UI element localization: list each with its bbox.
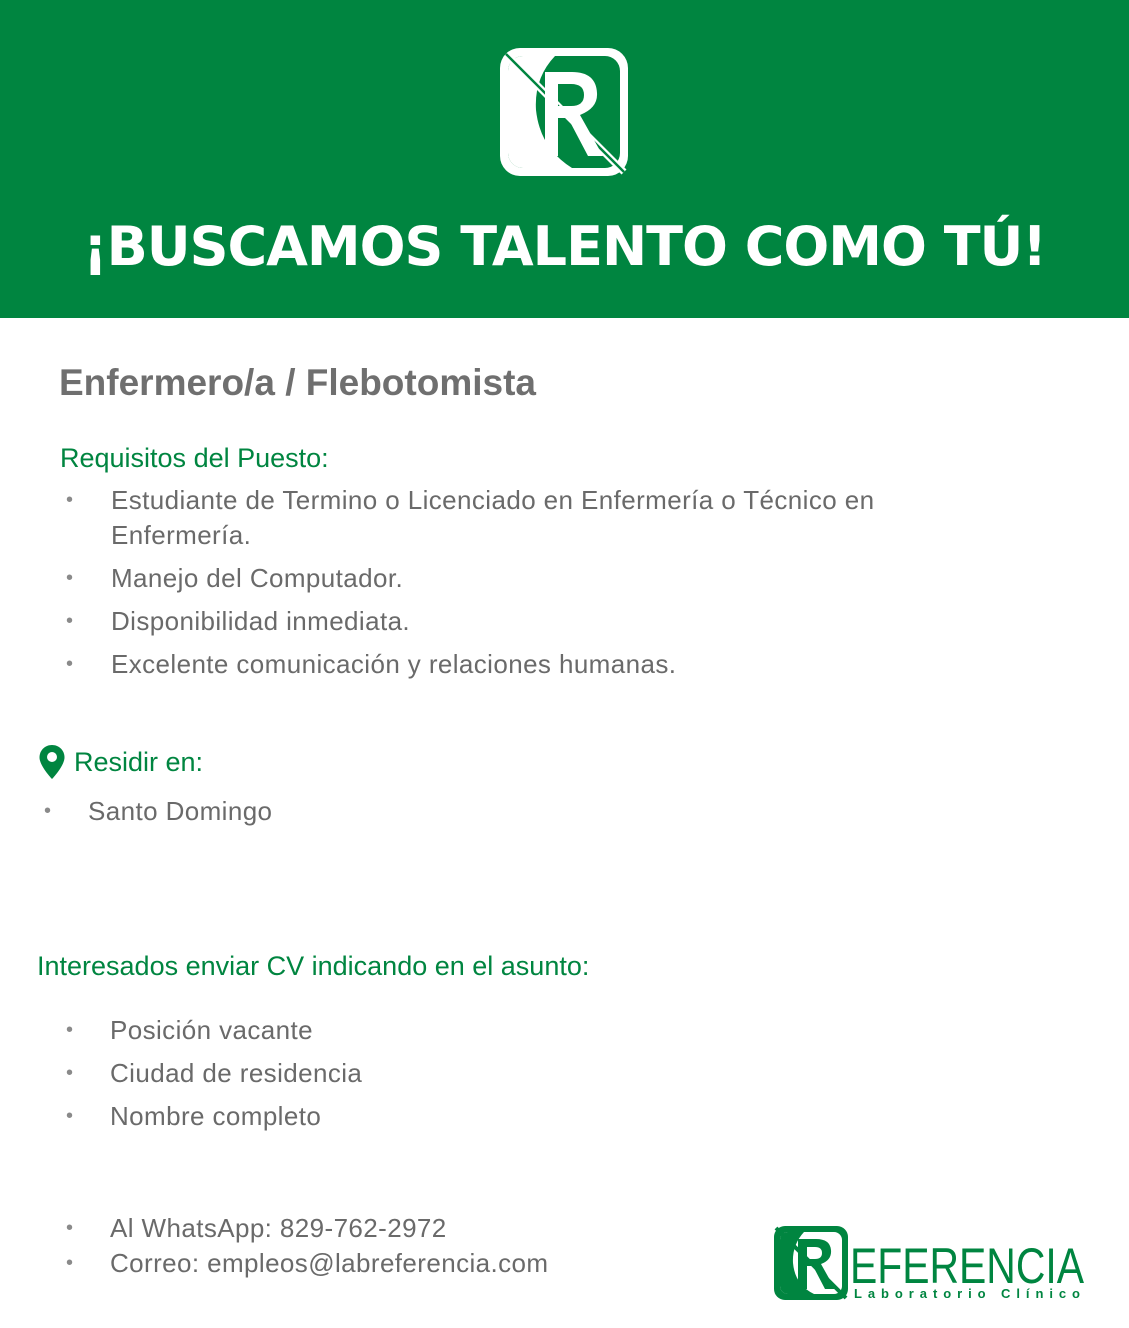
contact-list: [66, 1211, 548, 1281]
list-item: • Santo Domingo: [44, 796, 273, 826]
whatsapp-contact: • Al WhatsApp: 829-762-2972: [66, 1213, 447, 1243]
application-list: [66, 1013, 362, 1142]
list-item: • Posición vacante: [66, 1015, 313, 1045]
requirements-heading: Requisitos del Puesto:: [60, 443, 329, 473]
list-item: • Nombre completo: [66, 1101, 322, 1131]
headline: ¡BUSCAMOS TALENTO COMO TÚ!: [82, 215, 1047, 278]
header-banner: [0, 0, 1129, 318]
application-heading: Interesados enviar CV indicando en el asunto:: [37, 951, 590, 981]
location-pin-icon: [38, 744, 66, 780]
list-item: • Ciudad de residencia: [66, 1058, 363, 1088]
requirements-list: [66, 483, 986, 690]
brand-tagline: Laboratorio Clínico: [854, 1286, 1084, 1301]
list-item: • Excelente comunicación y relaciones humanas.: [66, 649, 677, 679]
list-item: • Disponibilidad inmediata.: [66, 606, 411, 636]
job-title: Enfermero/a / Flebotomista: [59, 362, 536, 403]
referencia-logo: [772, 1223, 1092, 1305]
residence-heading: Residir en:: [74, 747, 204, 777]
list-item: • Manejo del Computador.: [66, 563, 404, 593]
referencia-r-badge-icon: [500, 48, 628, 176]
list-item: • Estudiante de Termino o Licenciado en Enfermería o Técnico en Enfermería.: [66, 485, 875, 550]
email-contact: • Correo: empleos@labreferencia.com: [66, 1248, 549, 1278]
residence-list: [44, 794, 272, 829]
brand-name: EFERENCIA: [850, 1238, 1085, 1294]
